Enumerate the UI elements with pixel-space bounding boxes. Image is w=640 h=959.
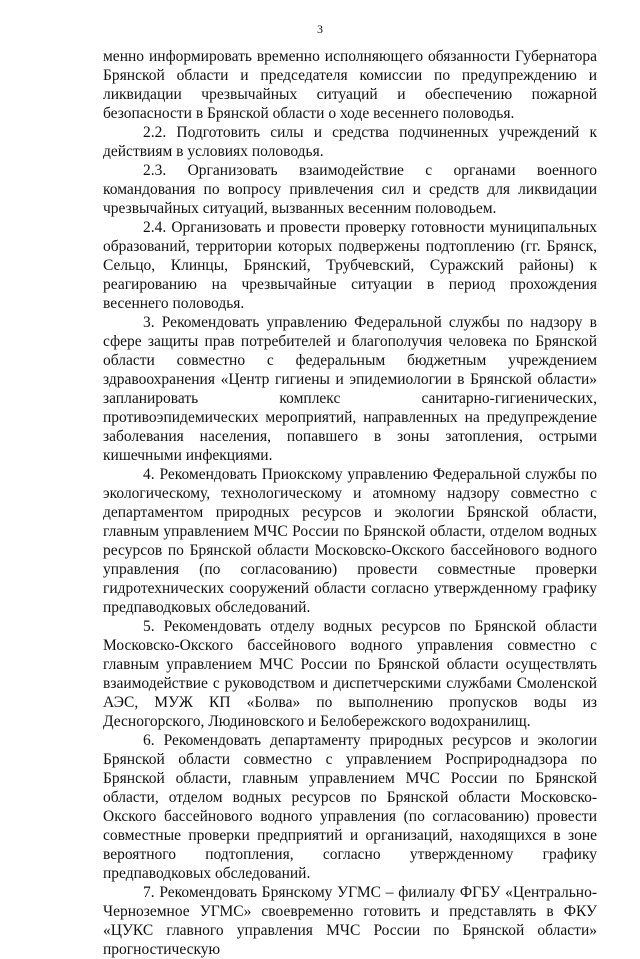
paragraph-7: 7. Рекомендовать Брянскому УГМС – филиалу ФГБУ «Центрально-Черноземное УГМС» своевременно готовить и представлять в ФКУ «ЦУКС главного управления МЧС России по Брянской области» прогностическую <box>103 884 597 958</box>
paragraph-2-4: 2.4. Организовать и провести проверку готовности муниципальных образований, территории которых подвержены подтоплению (гг. Брянск, Сельцо, Клинцы, Брянский, Трубчевский, Суражский районы) к реагированию на чрезвычайные ситуации в период прохождения весеннего половодья. <box>103 219 597 312</box>
paragraph-2-2: 2.2. Подготовить силы и средства подчиненных учреждений к действиям в условиях половодья. <box>103 124 597 160</box>
paragraph-4: 4. Рекомендовать Приокскому управлению Федеральной службы по экологическому, технологическому и атомному надзору совместно с департаментом природных ресурсов и экологии Брянской области, главным управлением МЧС России по Брянской области, отделом водных ресурсов по Брянской области Московско-Окского бассейнового водного управления (по согласованию) провести совместные проверки гидротехнических сооружений области согласно утвержденному графику предпаводковых обследований. <box>103 466 597 616</box>
paragraph-6: 6. Рекомендовать департаменту природных ресурсов и экологии Брянской области совместно с управлением Росприроднадзора по Брянской области, главным управлением МЧС России по Брянской области, отделом водных ресурсов по Брянской области Московско-Окского бассейнового водного управления (по согласованию) провести совместные проверки предприятий и организаций, находящихся в зоне вероятного подтопления, согласно утвержденному графику предпаводковых обследований. <box>103 732 597 882</box>
paragraph-3: 3. Рекомендовать управлению Федеральной службы по надзору в сфере защиты прав потребителей и благополучия человека по Брянской области совместно с федеральным бюджетным учреждением здравоохранения «Центр гигиены и эпидемиологии в Брянской области» запланировать комплекс санитарно-гигиенических, противоэпидемических мероприятий, направленных на предупреждение заболевания населения, попавшего в зоны затопления, острыми кишечными инфекциями. <box>103 314 597 464</box>
paragraph-continuation: менно информировать временно исполняющего обязанности Губернатора Брянской области и председателя комиссии по предупреждению и ликвидации чрезвычайных ситуаций и обеспечению пожарной безопасности в Брянской области о ходе весеннего половодья. <box>103 48 597 122</box>
page-number: 3 <box>317 22 323 36</box>
paragraph-5: 5. Рекомендовать отделу водных ресурсов по Брянской области Московско-Окского бассейнового водного управления совместно с главным управлением МЧС России по Брянской области осуществлять взаимодействие с руководством и диспетчерскими службами Смоленской АЭС, МУЖ КП «Болва» по выполнению пропусков воды из Десногорского, Людиновского и Белобережского водохранилищ. <box>103 618 597 730</box>
document-body <box>103 47 597 959</box>
paragraph-2-3: 2.3. Организовать взаимодействие с органами военного командования по вопросу привлечения сил и средств для ликвидации чрезвычайных ситуаций, вызванных весенним половодьем. <box>103 162 597 217</box>
